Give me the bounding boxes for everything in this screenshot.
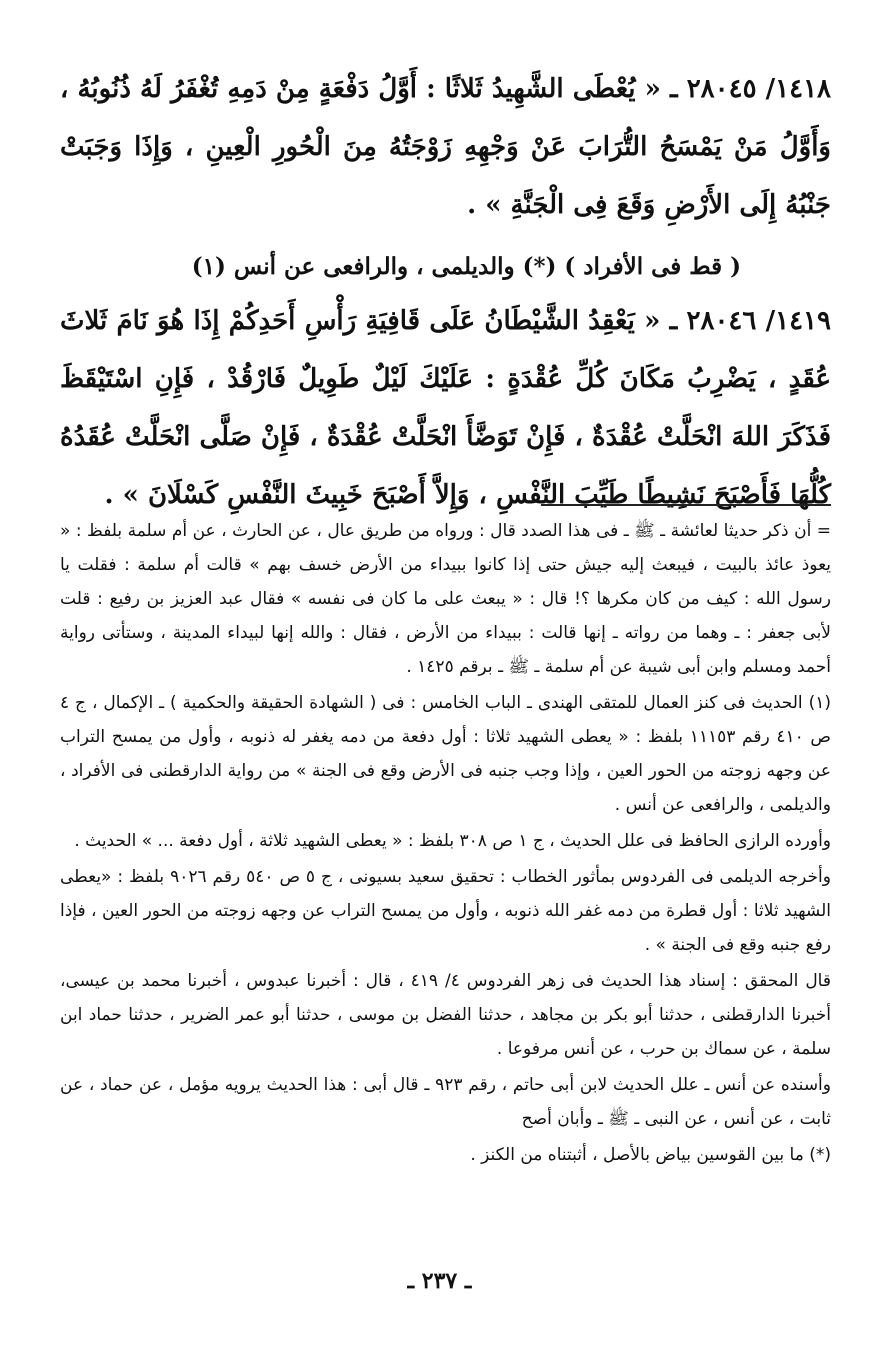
footnote-continuation: = أن ذكر حديثا لعائشة ـ ﷺ ـ فى هذا الصدد قال : ورواه من طريق عال ، عن الحارث ، عن أم سلمة بلفظ : « يعوذ عائذ بالبيت ، فيبعث إليه جيش حتى إذا كانوا ببيداء من الأرض خسف بهم » قالت أم سلمة : فقلت يا رسول الله : كيف من كان مكرها ؟! قال : « يبعث على ما كان فى نفسه » فقال عبد العزيز بن رفيع : قلت لأبى جعفر : ـ وهما من رواته ـ إنها قالت : ببيداء من الأرض ، فقال : والله إنها لبيداء المدينة ، وستأتى رواية أحمد ومسلم وابن أبى شيبة عن أم سلمة ـ ﷺ ـ برقم ١٤٢٥ .: [60, 521, 831, 677]
footnotes: [60, 514, 831, 1172]
main-text: [60, 60, 831, 524]
footnote-separator: [541, 504, 831, 506]
footnote-1-muhaqqiq: قال المحقق : إسناد هذا الحديث فى زهر الفردوس ٤/ ٤١٩ ، قال : أخبرنا عبدوس ، أخبرنا محمد بن عيسى، أخبرنا الدارقطنى ، حدثنا أبو بكر بن مجاهد ، حدثنا الفضل بن موسى ، حدثنا أبو عمر الضرير ، حدثنا حماد ابن سلمة ، عن سماك بن حرب ، عن أنس مرفوعا .: [60, 971, 831, 1059]
hadith-1419: ١٤١٩/ ٢٨٠٤٦ ـ « يَعْقِدُ الشَّيْطَانُ عَلَى قَافِيَةِ رَأْسِ أَحَدِكُمْ إِذَا هُوَ نَامَ ثَلاثَ عُقَدٍ ، يَضْرِبُ مَكَانَ كُلِّ عُقْدَةٍ : عَلَيْكَ لَيْلٌ طَوِيلٌ فَارْقُدْ ، فَإِنِ اسْتَيْقَظَ فَذَكَرَ اللهَ انْحَلَّتْ عُقْدَةٌ ، فَإِنْ تَوَضَّأَ انْحَلَّتْ عُقْدَةٌ ، فَإِنْ صَلَّى انْحَلَّتْ عُقَدُهُ كُلُّهَا فَأَصْبَحَ نَشِيطًا طَيِّبَ النَّفْسِ ، وَإِلاَّ أَصْبَحَ خَبِيثَ النَّفْسِ كَسْلَانَ » .: [60, 306, 831, 510]
footnote-1: (١) الحديث فى كنز العمال للمتقى الهندى ـ الباب الخامس : فى ( الشهادة الحقيقة والحكمية ) ـ الإكمال ، ج ٤ ص ٤١٠ رقم ١١١٥٣ بلفظ : « يعطى الشهيد ثلاثا : أول دفعة من دمه يغفر له ذنوبه ، وأول من يمسح التراب عن وجهه زوجته من الحور العين ، وإذا وجب جنبه فى الأرض وقع فى الجنة » من رواية الدارقطنى فى الأفراد ، والديلمى ، والرافعى عن أنس .: [60, 693, 831, 815]
footnote-asterisk: (*) ما بين القوسين بياض بالأصل ، أثبتناه من الكنز .: [470, 1145, 831, 1165]
footnote-1-razi: وأورده الرازى الحافظ فى علل الحديث ، ج ١ ص ٣٠٨ بلفظ : « يعطى الشهيد ثلاثة ، أول دفعة ... » الحديث .: [74, 831, 831, 851]
book-page: [60, 60, 831, 1364]
page-number: ـ ٢٣٧ ـ: [407, 1268, 472, 1294]
footnote-1-ilal: وأسنده عن أنس ـ علل الحديث لابن أبى حاتم ، رقم ٩٢٣ ـ قال أبى : هذا الحديث يرويه مؤمل ، عن حماد ، عن ثابت ، عن أنس ، عن النبى ـ ﷺ ـ وأبان أصح: [60, 1075, 831, 1129]
hadith-1418: ١٤١٨/ ٢٨٠٤٥ ـ « يُعْطَى الشَّهِيدُ ثَلاثًا : أَوَّلُ دَفْعَةٍ مِنْ دَمِهِ تُغْفَرُ لَهُ ذُنُوبُهُ ، وَأَوَّلُ مَنْ يَمْسَحُ التُّرَابَ عَنْ وَجْهِهِ زَوْجَتُهُ مِنَ الْحُورِ الْعِينِ ، وَإِذَا وَجَبَتْ جَنْبُهُ إِلَى الأَرْضِ وَقَعَ فِى الْجَنَّةِ » .: [60, 74, 831, 220]
footnote-1-daylami: وأخرجه الديلمى فى الفردوس بمأثور الخطاب : تحقيق سعيد بسيونى ، ج ٥ ص ٥٤٠ رقم ٩٠٢٦ بلفظ : «يعطى الشهيد ثلاثا : أول قطرة من دمه غفر الله ذنوبه ، وأول من يمسح التراب عن وجهه زوجته من الحور العين ، فإذا رفع جنبه وقع فى الجنة » .: [60, 867, 831, 955]
hadith-1418-source: ( قط فى الأفراد ) (*) والديلمى ، والرافعى عن أنس (١): [191, 253, 741, 280]
